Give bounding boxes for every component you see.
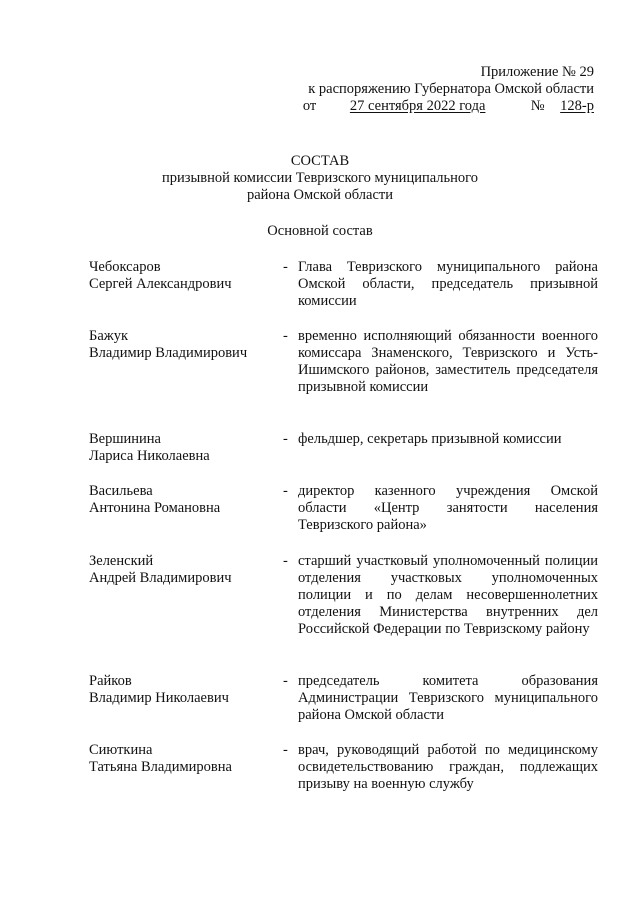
member-surname: Райков bbox=[89, 673, 132, 689]
member-dash: - bbox=[283, 553, 288, 569]
member-given-names: Андрей Владимирович bbox=[89, 570, 232, 586]
member-dash: - bbox=[283, 431, 288, 447]
member-surname: Сиюткина bbox=[89, 742, 153, 758]
member-dash: - bbox=[283, 742, 288, 758]
member-surname: Бажук bbox=[89, 328, 129, 344]
member-given-names: Лариса Николаевна bbox=[89, 448, 210, 464]
member-position: фельдшер, секретарь призывной комиссии bbox=[298, 431, 562, 447]
section-subtitle: Основной состав bbox=[267, 223, 373, 239]
member-name bbox=[89, 259, 279, 293]
member-given-names: Антонина Романовна bbox=[89, 500, 221, 516]
member-name bbox=[89, 553, 279, 587]
member-name bbox=[89, 742, 279, 776]
member-dash: - bbox=[283, 673, 288, 689]
member-name bbox=[89, 673, 279, 707]
member-position: председатель комитета образования Администрации Тевризского муниципального района Омской области bbox=[298, 673, 598, 723]
member-name bbox=[89, 328, 279, 362]
appendix-header bbox=[303, 64, 594, 115]
member-surname: Зеленский bbox=[89, 553, 154, 569]
member-position: врач, руководящий работой по медицинскому освидетельствованию граждан, подлежащих призыву на военную службу bbox=[298, 742, 598, 792]
order-number: 128-р bbox=[560, 98, 594, 114]
member-given-names: Сергей Александрович bbox=[89, 276, 232, 292]
member-dash: - bbox=[283, 259, 288, 275]
appendix-reference: к распоряжению Губернатора Омской области bbox=[308, 81, 594, 97]
member-given-names: Владимир Владимирович bbox=[89, 345, 248, 361]
member-dash: - bbox=[283, 328, 288, 344]
title-line-1: призывной комиссии Тевризского муниципального bbox=[162, 170, 478, 186]
member-position: временно исполняющий обязанности военного комиссара Знаменского, Тевризского и Усть-Ишимского районов, заместитель председателя призывной комиссии bbox=[298, 328, 598, 395]
title-line-2: района Омской области bbox=[246, 187, 393, 203]
member-surname: Чебоксаров bbox=[89, 259, 161, 275]
member-name bbox=[89, 483, 279, 517]
document-title bbox=[0, 153, 640, 204]
member-position: старший участковый уполномоченный полиции отделения участковых уполномоченных полиции и по делам несовершеннолетних отделения Министерства внутренних дел Российской Федерации по Тевризскому району bbox=[298, 553, 598, 637]
member-surname: Васильева bbox=[89, 483, 153, 499]
member-given-names: Татьяна Владимировна bbox=[89, 759, 232, 775]
member-dash: - bbox=[283, 483, 288, 499]
member-surname: Вершинина bbox=[89, 431, 161, 447]
member-position: Глава Тевризского муниципального района Омской области, председатель призывной комиссии bbox=[298, 259, 598, 309]
member-given-names: Владимир Николаевич bbox=[89, 690, 229, 706]
order-date: 27 сентября 2022 года bbox=[349, 98, 486, 114]
from-label: от bbox=[302, 98, 317, 114]
title-heading: СОСТАВ bbox=[290, 153, 350, 169]
member-position: директор казенного учреждения Омской области «Центр занятости населения Тевризского района» bbox=[298, 483, 598, 533]
appendix-number: Приложение № 29 bbox=[480, 64, 594, 80]
member-name bbox=[89, 431, 279, 465]
number-label: № bbox=[530, 98, 545, 114]
appendix-date-line bbox=[303, 98, 594, 115]
